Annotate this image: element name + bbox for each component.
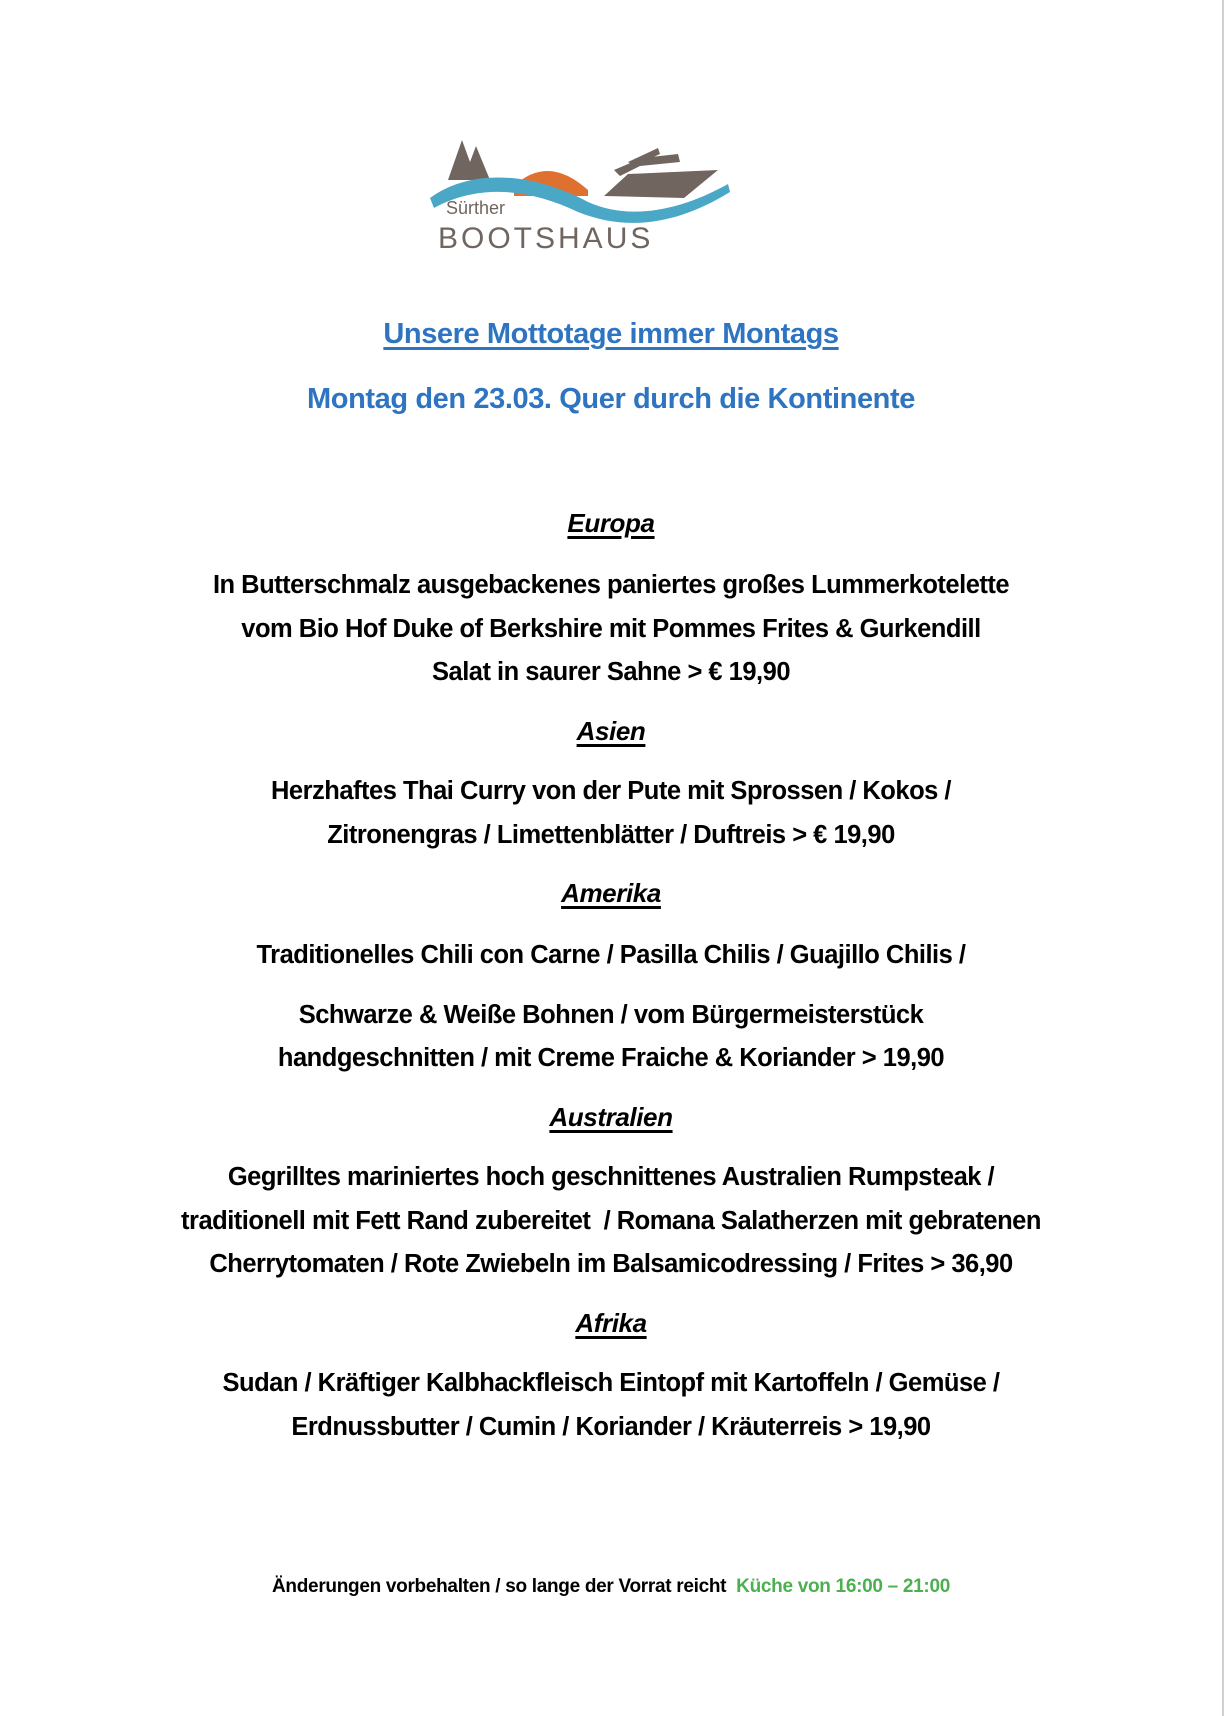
dish-australien [0,1156,1222,1287]
footer-note: Änderungen vorbehalten / so lange der Vorrat reicht [272,1576,727,1597]
cathedral-spires-icon [448,140,490,180]
dish-line: Traditionelles Chili con Carne / Pasilla Chilis / Guajillo Chilis / [256,941,966,969]
dish-europa [0,564,1222,695]
dish-line: Erdnussbutter / Cumin / Koriander / Kräuterreis > 19,90 [291,1412,931,1441]
footer [0,1576,1222,1598]
section-heading-asien: Asien [576,716,646,746]
dish-line: Sudan / Kräftiger Kalbhackfleisch Eintopf mit Kartoffeln / Gemüse / [222,1369,1000,1397]
dish-line: Gegrilltes mariniertes hoch geschnittenes Australien Rumpsteak / [227,1163,995,1191]
dish-line: Salat in saurer Sahne > € 19,90 [432,658,790,686]
logo-text-surther: Sürther [446,198,506,218]
dish-amerika [0,934,1222,1081]
dish-line: handgeschnitten / mit Creme Fraiche & Koriander > 19,90 [277,1044,945,1072]
logo-text-bootshaus: BOOTSHAUS [438,222,654,255]
section-heading-amerika: Amerika [561,878,661,908]
dish-line: Schwarze & Weiße Bohnen / vom Bürgermeisterstück [298,1000,924,1029]
dish-line: Herzhaftes Thai Curry von der Pute mit Sprossen / Kokos / [271,777,951,805]
restaurant-logo [428,140,768,260]
dish-afrika [0,1362,1222,1449]
page-title: Unsere Mottotage immer Montags [383,318,839,350]
dish-line: Zitronengras / Limettenblätter / Duftreis > € 19,90 [327,820,895,849]
dish-line: In Butterschmalz ausgebackenes paniertes großes Lummerkotelette [212,571,1010,599]
section-heading-australien: Australien [549,1102,673,1132]
boat-icon [604,148,718,198]
dish-asien [0,770,1222,857]
page-subtitle: Montag den 23.03. Quer durch die Kontinente [307,383,915,415]
bootshaus-logo-graphic [428,140,768,260]
kitchen-hours: Küche von 16:00 – 21:00 [736,1576,950,1597]
dish-line: Cherrytomaten / Rote Zwiebeln im Balsamicodressing / Frites > 36,90 [209,1250,1013,1278]
section-heading-europa: Europa [567,508,655,538]
section-heading-afrika: Afrika [575,1308,647,1338]
dish-line: vom Bio Hof Duke of Berkshire mit Pommes Frites & Gurkendill [241,614,981,643]
dish-line: traditionell mit Fett Rand zubereitet / Romana Salatherzen mit gebratenen [181,1206,1041,1235]
